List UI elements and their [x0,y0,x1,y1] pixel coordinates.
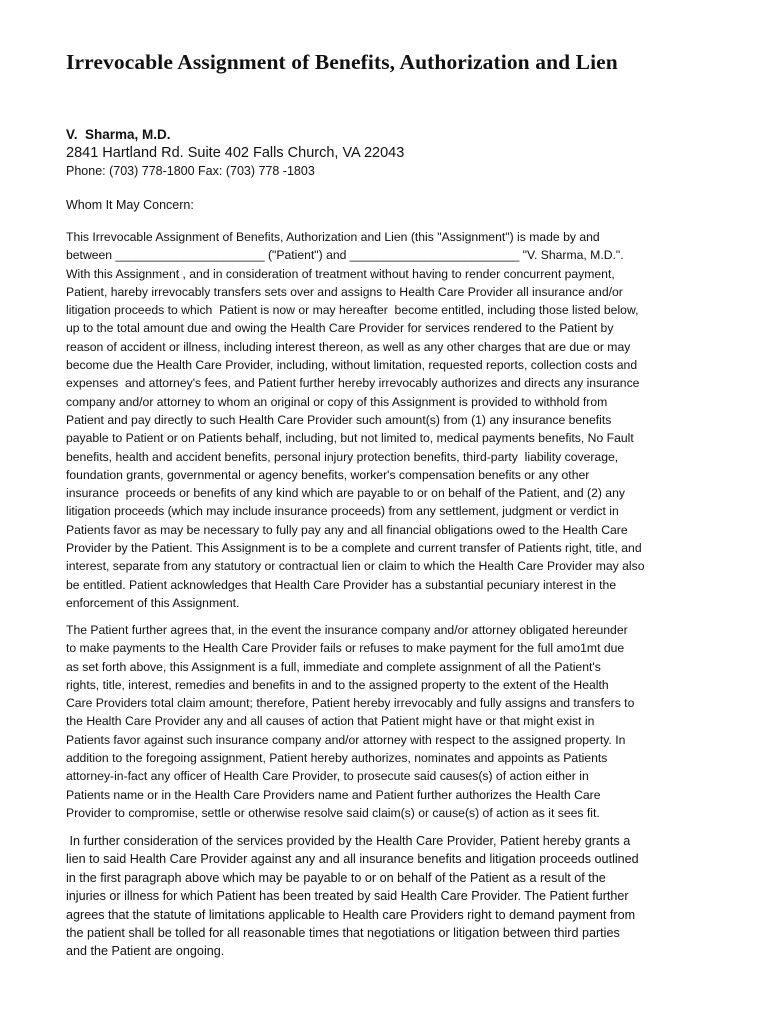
paragraph-line: as set forth above, this Assignment is a full, immediate and complete assignment of all the Patient's [66,659,601,674]
paragraph-line: the patient shall be tolled for all reasonable times that negotiations or litigation between third parties [66,926,620,941]
paragraph-lien [66,832,706,961]
paragraph-line: agrees that the statute of limitations applicable to Health care Providers right to demand payment from [66,907,636,922]
paragraph-line: Provider to compromise, settle or otherwise resolve said claim(s) or cause(s) of action as it sees fit. [66,805,600,820]
paragraph-line: addition to the foregoing assignment, Patient hereby authorizes, nominates and appoints as Patients [66,751,608,766]
paragraph-line: Provider by the Patient. This Assignment is to be a complete and current transfer of Patients right, title, and [66,541,642,556]
paragraph-line: injuries or illness for which Patient has been treated by said Health Care Provider. The Patient further [66,889,629,904]
paragraph-line: foundation grants, governmental or agency benefits, worker's compensation benefits or any other [66,467,590,482]
paragraph-line: interest, separate from any statutory or contractual lien or claim to which the Health Care Provider may also [66,559,645,574]
paragraph-line: This Irrevocable Assignment of Benefits, Authorization and Lien (this "Assignment") is made by and [66,230,600,244]
provider-phone: Phone: (703) 778-1800 Fax: (703) 778 -1803 [66,164,315,178]
paragraph-line: become due the Health Care Provider, including, without limitation, requested reports, collection costs and [66,358,638,373]
paragraph-line: litigation proceeds (which may include insurance proceeds) from any settlement, judgment or verdict in [66,504,619,519]
salutation: Whom It May Concern: [66,198,194,212]
paragraph-line: attorney-in-fact any officer of Health Care Provider, to prosecute said causes(s) of action either in [66,769,589,784]
paragraph-line: be entitled. Patient acknowledges that Health Care Provider has a substantial pecuniary interest in the [66,577,617,592]
paragraph-line: enforcement of this Assignment. [66,595,240,610]
provider-address: 2841 Hartland Rd. Suite 402 Falls Church, VA 22043 [66,145,405,161]
paragraph-line: benefits, health and accident benefits, personal injury protection benefits, third-party liability coverage, [66,449,619,464]
paragraph-line: Patients name or in the Health Care Providers name and Patient further authorizes the Health Care [66,787,601,802]
paragraph-line: reason of accident or illness, including interest thereon, as well as any other charges that are due or may [66,339,631,354]
paragraph-line: Patients favor as may be necessary to fully pay any and all financial obligations owed to the Health Care [66,522,628,537]
paragraph-line: to make payments to the Health Care Provider fails or refuses to make payment for the full amo1mt due [66,641,625,656]
paragraph-line: With this Assignment , and in consideration of treatment without having to render concurrent payment, [66,266,615,281]
paragraph-line: company and/or attorney to whom an original or copy of this Assignment is provided to withhold from [66,394,608,409]
paragraph-line: In further consideration of the services provided by the Health Care Provider, Patient hereby grants a [66,834,631,848]
paragraph-line: litigation proceeds to which Patient is now or may hereafter become entitled, including those listed below, [66,303,639,318]
paragraph-line: and the Patient are ongoing. [66,944,225,959]
paragraph-line: insurance proceeds or benefits of any kind which are payable to or on behalf of the Patient, and (2) any [66,486,625,501]
paragraph-line: up to the total amount due and owing the Health Care Provider for services rendered to the Patient by [66,321,614,336]
document-title: Irrevocable Assignment of Benefits, Authorization and Lien [66,50,618,74]
paragraph-further-agreement [66,621,706,822]
paragraph-line: Patient, hareby irrevocably transfers sets over and assigns to Health Care Provider all insurance and/or [66,284,623,299]
provider-name: V. Sharma, M.D. [66,127,171,142]
paragraph-line: Patient and pay directly to such Health Care Provider such amount(s) from (1) any insurance benefits [66,412,612,427]
provider-header [66,126,404,180]
paragraph-line: Care Providers total claim amount; therefore, Patient hereby irrevocably and fully assigns and transfers to [66,696,635,711]
paragraph-line: payable to Patient or on Patients behalf, including, but not limited to, medical payments benefits, No Fault [66,431,634,446]
paragraph-line: in the first paragraph above which may be payable to or on behalf of the Patient as a result of the [66,870,606,885]
paragraph-line: Patients favor against such insurance company and/or attorney with respect to the assigned property. In [66,732,626,747]
paragraph-assignment [66,228,706,612]
paragraph-line: the Health Care Provider any and all causes of action that Patient might have or that might exist in [66,714,595,729]
paragraph-line: between ______________________ ("Patient") and _________________________ "V. Sharma, M.D.". [66,248,624,263]
paragraph-line: The Patient further agrees that, in the event the insurance company and/or attorney obligated hereunder [66,623,628,637]
paragraph-line: expenses and attorney's fees, and Patient further hereby irrevocably authorizes and directs any insurance [66,376,640,391]
paragraph-line: rights, title, interest, remedies and benefits in and to the assigned property to the extent of the Health [66,677,609,692]
paragraph-line: lien to said Health Care Provider against any and all insurance benefits and litigation proceeds outlined [66,852,639,867]
